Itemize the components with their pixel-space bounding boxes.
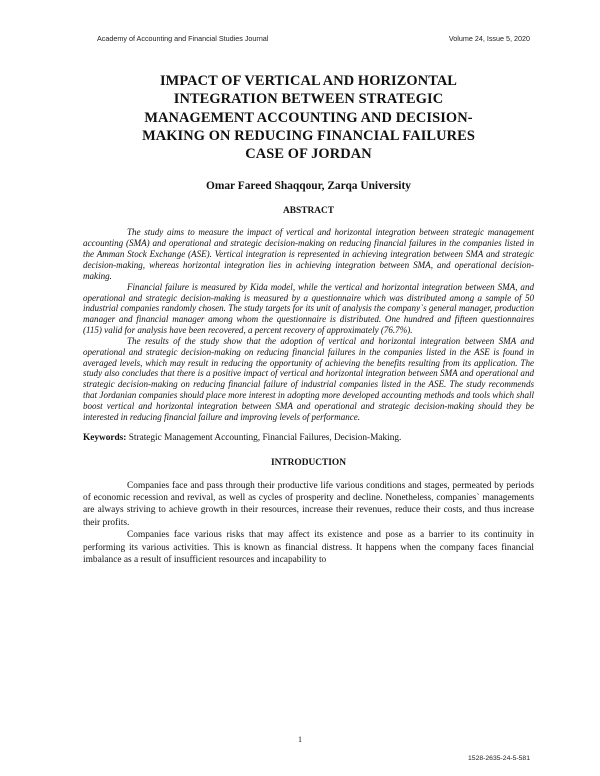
paper-title — [83, 72, 534, 163]
abstract-paragraph: Financial failure is measured by Kida model, while the vertical and horizontal integration between SMA, and operational and strategic decision-making is measured by a questionnaire which was distributed among a sample of 50 industrial companies randomly chosen. The study targets for its unit of analysis the company`s general manager, production manager and financial manager among whom the questionnaire is distributed. One hundred and fifteen questionnaires (115) valid for analysis have been recovered, a percent recovery of approximately (76.7%). — [83, 281, 534, 336]
introduction-body — [83, 480, 534, 567]
keywords-text: Strategic Management Accounting, Financial Failures, Decision-Making. — [128, 432, 402, 443]
journal-name: Academy of Accounting and Financial Studies Journal — [97, 34, 269, 43]
title-line: INTEGRATION BETWEEN STRATEGIC — [173, 91, 444, 108]
title-line: MANAGEMENT ACCOUNTING AND DECISION- — [144, 109, 473, 126]
title-line: IMPACT OF VERTICAL AND HORIZONTAL — [159, 73, 458, 89]
abstract-paragraph: The results of the study show that the adoption of vertical and horizontal integration between SMA and operational and strategic decision-making on reducing financial failures in the companies listed in the ASE is found in averaged levels, which may result in reducing the opportunity of achieving the benefits resulting from its application. The study also concludes that there is a positive impact of vertical and horizontal integration between SMA and operational and strategic decision-making on reducing financial failure of industrial companies listed in the ASE. The study recommends that Jordanian companies should place more interest in adopting more developed accounting methods and tools which shall boost vertical and horizontal integration between SMA and operational and strategic decision-making should they be interested in reducing financial failure and improving levels of performance. — [83, 335, 534, 422]
abstract-paragraph: The study aims to measure the impact of vertical and horizontal integration between strategic management accounting (SMA) and operational and strategic decision-making on reducing financial failures in the companies listed in the Amman Stock Exchange (ASE). Vertical integration is represented in achieving integration between SMA and strategic decision-making, whereas horizontal integration lies in achieving integration between SMA, and operational decision-making. — [83, 227, 534, 281]
introduction-heading: INTRODUCTION — [270, 457, 346, 468]
paper-content — [83, 72, 534, 567]
running-header — [97, 34, 530, 46]
abstract — [83, 227, 534, 422]
article-code: 1528-2635-24-5-581 — [468, 755, 530, 762]
keywords-label: Keywords: — [83, 432, 127, 443]
page-number: 1 — [298, 735, 302, 744]
keywords — [83, 433, 534, 443]
body-paragraph: Companies face and pass through their productive life various conditions and stages, permeated by periods of economic recession and revival, as well as cycles of prosperity and decline. Nonetheless, companies` managements are always striving to achieve growth in their resources, increase their revenues, reduce their costs, and thus increase their profits. — [83, 480, 534, 528]
abstract-heading: ABSTRACT — [282, 206, 335, 217]
body-paragraph: Companies face various risks that may affect its existence and pose as a barrier to its continuity in performing its various activities. This is known as financial distress. It happens when the company faces financial imbalance as a result of insufficient resources and incapability to — [83, 530, 534, 566]
title-line: MAKING ON REDUCING FINANCIAL FAILURES — [142, 127, 475, 144]
author-line: Omar Fareed Shaqqour, Zarqa University — [206, 180, 411, 193]
volume-issue: Volume 24, Issue 5, 2020 — [448, 34, 530, 43]
title-line: CASE OF JORDAN — [245, 146, 372, 163]
